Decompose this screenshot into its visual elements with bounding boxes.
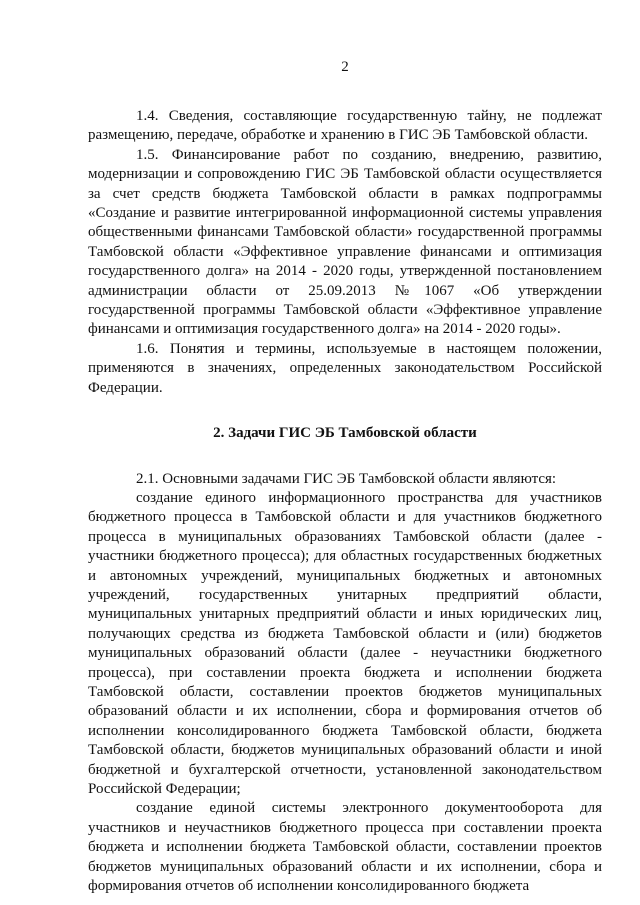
page-number: 2 [341,59,349,75]
paragraph-1-4: 1.4. Сведения, составляющие государственную тайну, не подлежат размещению, передаче, обработке и хранению в ГИС ЭБ Тамбовской области. [88,108,602,144]
paragraph-task-information-space: создание единого информационного пространства для участников бюджетного процесса в Тамбовской области и для участников бюджетного процесса в муниципальных образованиях Тамбовской области (далее - участники бюджетного процесса); для областных государственных бюджетных и автономных учреждений, муниципальных бюджетных и автономных учреждений, государственных унитарных предприятий области, муниципальных унитарных предприятий области и иных юридических лиц, получающих средства из бюджета Тамбовской области и (или) бюджетов муниципальных образований области (далее - неучастники бюджетного процесса), при составлении проекта бюджета и исполнении бюджета Тамбовской области, составлении проектов бюджетов муниципальных образований области и их исполнении, сбора и формирования отчетов об исполнении консолидированного бюджета Тамбовской области, бюджета Тамбовской области, бюджетов муниципальных образований области и иной бюджетной и бухгалтерской отчетности, установленной законодательством Российской Федерации; [88,489,602,797]
paragraph-task-document-flow: создание единой системы электронного документооборота для участников и неучастников бюджетного процесса при составлении проекта бюджета и исполнении бюджета Тамбовской области, составлении проектов бюджетов муниципальных образований области и их исполнении, сбора и формирования отчетов об исполнении консолидированного бюджета [88,800,602,895]
paragraph-1-5: 1.5. Финансирование работ по созданию, внедрению, развитию, модернизации и сопровождению ГИС ЭБ Тамбовской области осуществляется за счет средств бюджета Тамбовской области в рамках подпрограммы «Создание и развитие интегрированной информационной системы управления общественными финансами Тамбовской области» государственной программы Тамбовской области «Эффективное управление финансами и оптимизация государственного долга» на 2014 - 2020 годы, утвержденной постановлением администрации области от 25.09.2013 №1067 «Об утверждении государственной программы Тамбовской области «Эффективное управление финансами и оптимизация государственного долга» на 2014 - 2020 годы». [88,146,602,338]
section-2-heading: 2. Задачи ГИС ЭБ Тамбовской области [213,425,477,442]
paragraph-1-6: 1.6. Понятия и термины, используемые в настоящем положении, применяются в значениях, определенных законодательством Российской Федерации. [88,340,602,396]
paragraph-2-1: 2.1. Основными задачами ГИС ЭБ Тамбовской области являются: [136,470,557,487]
